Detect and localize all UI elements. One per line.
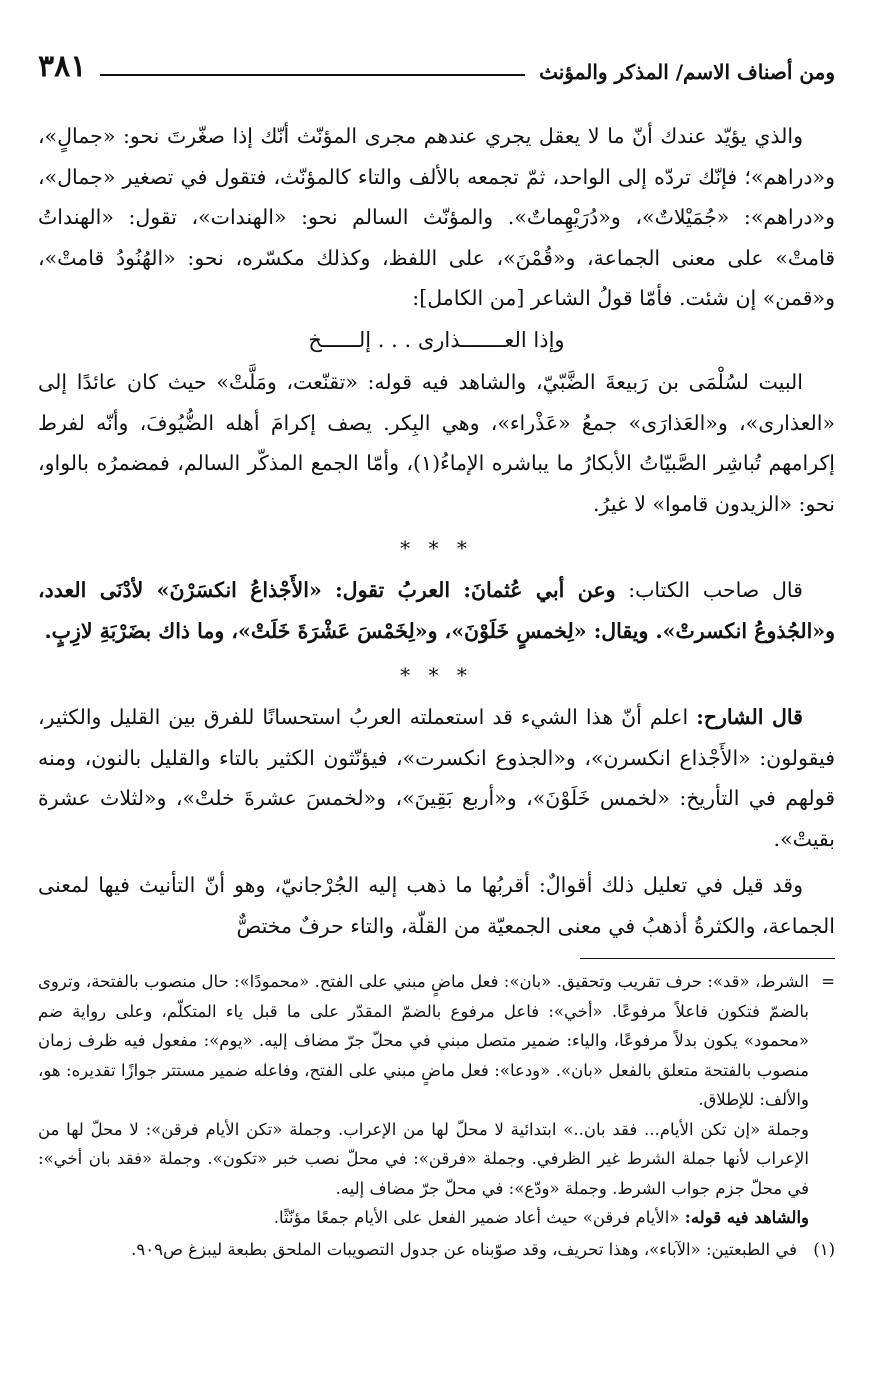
running-title: ومن أصناف الاسم/ المذكر والمؤنث bbox=[539, 60, 835, 84]
section-separator-2: * * * bbox=[400, 663, 473, 687]
footnote-1 bbox=[38, 1235, 835, 1265]
commentary-text: اعلم أنّ هذا الشيء قد استعملته العربُ استحسانًا للفرق بين القليل والكثير، فيقولون: «الأَجْذاع انكسرن»، و«الجذوع انكسرت»، فيؤنّثون الكثير بالتاء والقليل بالنون، ومنه قولهم في التأريخ: «لخمس خَلَوْنَ»، و«أربع بَقِينَ»، و«لخمسَ عشرةَ خلتْ»، و«لثلاث عشرة بقيتْ». bbox=[38, 705, 835, 851]
witness-lead: والشاهد فيه قوله: bbox=[684, 1208, 809, 1227]
paragraph-4 bbox=[38, 697, 835, 859]
page-number: ٣٨١ bbox=[38, 49, 87, 84]
paragraph-2: البيت لسُلْمَى بن رَبيعةَ الضَّبّيّ، والشاهد فيه قوله: «تقنّعت، ومَلَّتْ» حيث كان عائدًا إلى «العذارى»، و«العَذارَى» جمعُ «عَذْراء»، وهي البِكر. يصف إكرامَ أهله الضُّيُوفَ، وأنّه لفرط إكرامهم تُباشِر الصَّبيّاتُ الأبكارُ ما يباشره الإماءُ(١)، وأمّا الجمع المذكّر السالم، فمضمرُه بالواو، نحو: «الزيدون قاموا» لا غيرُ. bbox=[38, 370, 835, 516]
author-lead: قال صاحب الكتاب: bbox=[628, 578, 803, 602]
footnote-witness bbox=[38, 1203, 809, 1233]
page-header bbox=[38, 44, 835, 84]
verse-line: وإذا العـــــــذارى . . . إلــــــخ bbox=[308, 327, 565, 352]
paragraph-3 bbox=[38, 570, 835, 651]
footnote-continuation-text-2: وجملة «إن تكن الأيام... فقد بان..» ابتدائية لا محلّ لها من الإعراب. وجملة «تكن الأيام فرقن»: لا محلّ لها من الإعراب لأنها جملة الشرط غير الظرفي. وجملة «فرقن»: في محلّ نصب خبر «تكون». وجملة «فقد بان أخي»: في محلّ جزم جواب الشرط. وجملة «ودّع»: في محلّ جرّ مضاف إليه. bbox=[38, 1119, 809, 1198]
witness-text: «الأيام فرقن» حيث أعاد ضمير الفعل على الأيام جمعًا مؤنّثًا. bbox=[273, 1208, 680, 1227]
footnote-rule bbox=[580, 958, 835, 959]
continuation-mark: = bbox=[821, 972, 835, 991]
section-separator-1: * * * bbox=[400, 536, 473, 560]
footnotes bbox=[38, 958, 835, 1264]
paragraph-5: وقد قيل في تعليل ذلك أقوالٌ: أقربُها ما ذهب إليه الجُرْجانيّ، وهو أنّ التأنيث فيها لمعنى الجماعة، والكثرةُ أذهبُ في معنى الجمعيّة من القلّة، والتاء حرفٌ مختصٌّ bbox=[38, 873, 835, 938]
footnote-number: (١) bbox=[813, 1239, 835, 1259]
main-text bbox=[38, 116, 835, 946]
commentator-lead: قال الشارح: bbox=[696, 705, 803, 729]
header-rule bbox=[100, 74, 525, 76]
footnote-1-text: في الطبعتين: «الآباء»، وهذا تحريف، وقد صوّبناه عن جدول التصويبات الملحق بطبعة ليبزغ ص٩٠٩. bbox=[131, 1239, 797, 1259]
footnote-continuation-text: الشرط، «قد»: حرف تقريب وتحقيق. «بان»: فعل ماضٍ مبني على الفتح. «محمودًا»: حال منصوب بالفتحة، وتروى بالضمّ فتكون فاعلاً مرفوعًا. «أخي»: فاعل مرفوع بالضمّ المقدّر على ما قبل ياء المتكلّم، وعلى رواية ضم «محمود» يكون بدلاً مرفوعًا، والياء: ضمير متصل مبني في محلّ جرّ مضاف إليه. «يوم»: مفعول فيه ظرف زمان منصوب بالفتحة متعلق بالفعل «بان». «ودعا»: فعل ماضٍ مبني على الفتح، وفاعله ضمير مستتر جوازًا تقديره: هو، والألف: للإطلاق. bbox=[38, 972, 809, 1109]
paragraph-1: والذي يؤيّد عندك أنّ ما لا يعقل يجري عندهم مجرى المؤنّث أنّك إذا صغّرتَ نحو: «جمالٍ»، و«دراهم»؛ فإنّك تردّه إلى الواحد، ثمّ تجمعه بالألف والتاء كالمؤنّث، فتقول في تصغير «جمال»، و«دراهم»: «جُمَيْلاتٌ»، و«دُرَيْهِماتٌ». والمؤنّث السالم نحو: «الهندات»، تقول: «الهنداتُ قامتْ» على معنى الجماعة، و«قُمْنَ»، على اللفظ، وكذلك مكسّره، نحو: «الهُنُودُ قامتْ»، و«قمن» إن شئت. فأمّا قولُ الشاعر [من الكامل]: bbox=[38, 124, 835, 310]
footnote-continuation bbox=[38, 967, 835, 1203]
author-quote: وعن أبي عُثمانَ: العربُ تقول: «الأَجْذاعُ انكسَرْنَ» لأدْنَى العدد، و«الجُذوعُ انكسرتْ». ويقال: «لِخمسٍ خَلَوْنَ»، و«لِخَمْسَ عَشْرَةَ خَلَتْ»، وما ذاك بضَرْبَةِ لازِبٍ. bbox=[38, 578, 835, 643]
